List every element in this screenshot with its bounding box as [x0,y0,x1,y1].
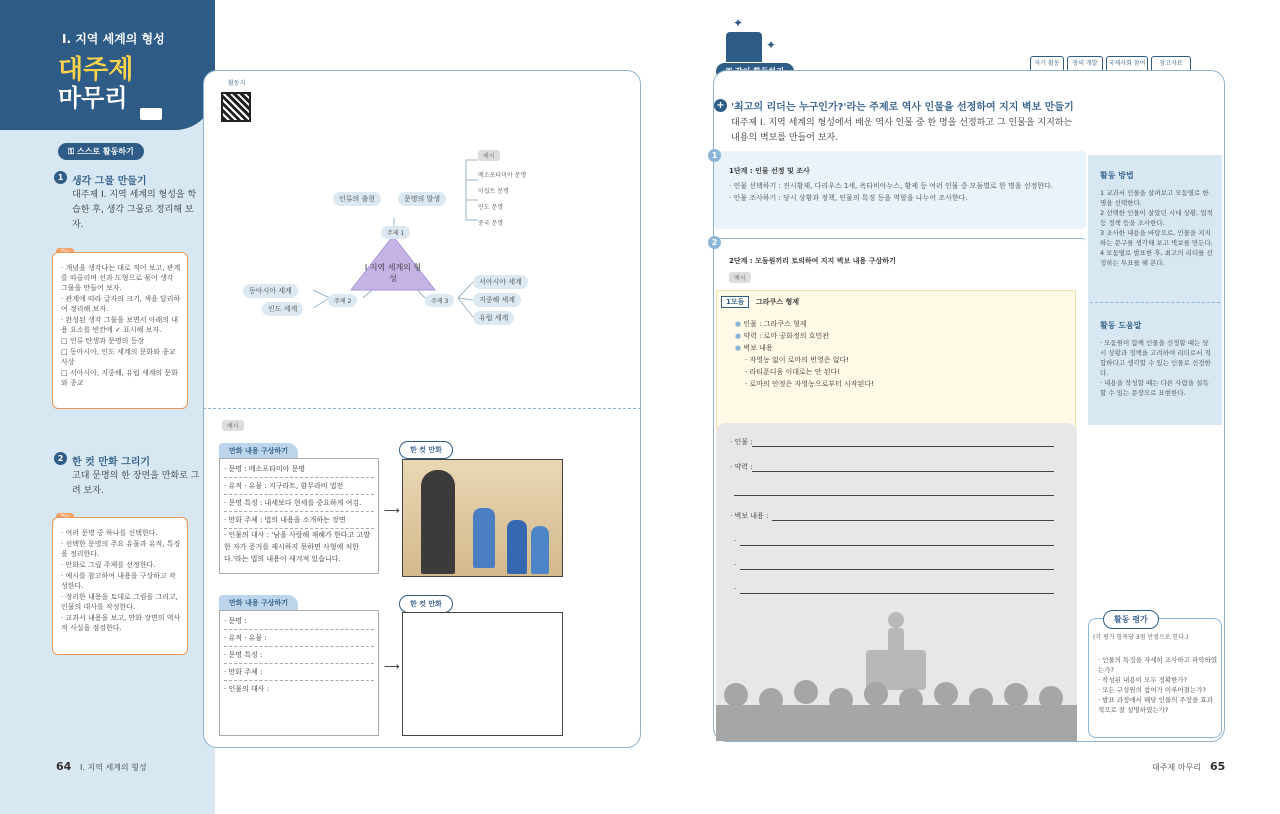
eval-item: · 작성된 내용이 모두 정확한가? [1098,676,1188,684]
sparkle-icon: ✦ [766,38,777,52]
tip-item: · 교과서 내용을 보고, 만화 장면의 역사적 사실을 점검한다. [61,614,181,632]
checkbox-item[interactable]: □ 동아시아, 인도 세계의 문화와 종교 사상 [61,348,176,366]
step1-line: · 인물 선택하기 : 진시황제, 다리우스 1세, 옥타비아누스, 황제 등 여러 인물 중 모둠별로 한 명을 선정한다. [729,182,1054,190]
plan-tab: 만화 내용 구상하기 [219,443,298,459]
example-quote: · 자영농 없이 로마의 번영은 없다! [745,356,850,364]
comic-example-image [402,459,563,577]
plan-row: · 문명 : 메소포타미아 문명 [224,461,374,478]
plan-row: · 만화 주제 : 법의 내용을 소개하는 장면 [224,512,374,529]
tip-box-1 [52,252,188,409]
tip-item: · 개념을 생각나는 대로 적어 보고, 관계를 따올리며 선과 도형으로 묶어 생각 그물을 만들어 보자. [61,264,181,292]
mindmap-sub3: 주제 3 [425,294,454,307]
step1-line: · 인물 조사하기 : 당시 상황과 정책, 인물의 특징 등을 역할을 나누어 조사한다. [729,194,968,202]
method-title: 활동 방법 [1100,171,1134,180]
content-line-3[interactable] [740,593,1054,594]
page-number-right: 65 [1210,760,1226,773]
plan-row[interactable]: · 만화 주제 : [224,664,374,681]
footer-title: 대주제 마무리 [1152,763,1201,772]
tip-item: · 관계에 따라 글자의 크기, 색을 달리하여 정리해 보자. [61,295,181,313]
leaf-text: 인도 문명 [478,204,504,211]
activity-intro: 대주제 Ⅰ. 지역 세계의 형성에서 배운 역사 인물 중 한 명을 선정하고 그 인물을 지지하는 내용의 벽보를 만들어 보자. [731,118,1073,143]
step1-lines [729,180,1074,204]
tip-item: · 선택한 문명의 주요 유물과 유적, 특징을 정리한다. [61,540,181,558]
arrow-icon: ⟶ [384,660,400,673]
tab-global[interactable]: 국제사회 참여 [1106,56,1148,70]
tip-item: · 여러 문명 중 하나를 선택한다. [61,529,158,537]
page-title: 대주제 [58,55,134,85]
form-person-label: · 인물 : [730,438,753,446]
checkbox-item[interactable]: □ 인류 탄생과 문명의 등장 [61,337,145,345]
mindmap-node-human: 인류의 출현 [333,192,381,206]
qr-label: 활동지 [228,80,246,87]
key-icon: ⚿ [68,147,77,156]
comic-label: 한 컷 만화 [399,595,453,613]
plan-tab: 만화 내용 구상하기 [219,595,298,611]
chapter-tab: Ⅰ. 지역 세계의 형성 [40,18,210,56]
treasure-chest-icon [726,32,762,62]
person-icon [473,508,495,568]
example-quote: · 로마의 안정은 자영농으로부터 시작된다! [745,380,874,388]
method-item: 3 조사한 내용을 바탕으로, 인물을 지지하는 문구를 생각해 보고 벽보를 만든다. [1100,229,1213,247]
sparkle-icon: ✦ [733,16,744,30]
person-icon [531,526,549,574]
stele-icon [421,470,455,574]
plan-row[interactable]: · 문명 : [224,613,374,630]
self-activity-pill: ⚿ 스스로 활동하기 [58,143,144,160]
bullet: · [734,537,737,545]
plan-row[interactable]: · 문명 특징 : [224,647,374,664]
eval-item: · 인물의 특징을 자세히 조사하고 파악하였는가? [1098,656,1218,674]
help-item: · 내용을 작성할 때는 다른 사람을 설득할 수 있는 문장으로 표현한다. [1100,379,1209,397]
step1-title: 1단계 : 인물 선정 및 조사 [729,167,810,175]
help-item: · 모둠원이 함께 인물을 선정할 때는 당시 상황과 정책을 고려하여 리더로서 적합하다고 생각할 수 있는 인물로 선정한다. [1100,339,1211,377]
tip-item: · 만화로 그릴 주제를 선정한다. [61,561,156,569]
divider [203,408,641,409]
section1-number: 1 [54,171,67,184]
ship-icon [140,108,162,120]
tip-item: · 정리한 내용을 토대로 그림을 그리고, 인물의 대사를 작성한다. [61,593,179,611]
step2-title: 2단계 : 모둠원끼리 토의하여 지지 벽보 내용 구상하기 [729,257,896,265]
comic-label: 한 컷 만화 [399,441,453,459]
plus-icon: + [714,99,727,112]
example-tag: 예시 [729,272,751,283]
form-history-label: · 약력 : [730,463,753,471]
mindmap-node-med: 지중해 세계 [473,293,521,307]
example-tag: 예시 [222,420,244,431]
step1-number: 1 [708,149,721,162]
mindmap-sub2: 주제 2 [328,294,357,307]
example-item: ● 인물 : 그라쿠스 형제 [735,320,807,328]
section2-number: 2 [54,452,67,465]
plan-row[interactable]: · 인물의 대사 : [224,685,270,693]
eval-item: · 모든 구성원의 참여가 이루어졌는가? [1098,686,1206,694]
example-item: ● 벽보 내용 [735,344,773,352]
example-plan-box [219,458,379,574]
page-number-left: 64 [56,760,72,773]
method-item: 1 교과서 인물을 살펴보고 모둠별로 한 명을 선택한다. [1100,189,1209,207]
plan-row: · 인물의 대사 : '남을 사랑해 재혜가 한다고 고발한 자가 증거를 제시하지 못하면 사형에 처한다.'라는 법의 내용이 새겨져 있습니다. [224,531,371,563]
footer-chapter: Ⅰ. 지역 세계의 형성 [80,763,147,772]
example-quote: · 라티푼디움 이대로는 안 된다! [745,368,841,376]
plan-row: · 유적 · 유물 : 지구라트, 함무라비 법전 [224,478,374,495]
bullet: · [734,585,737,593]
checkbox-item[interactable]: □ 서아시아, 지중해, 유럽 세계의 문화와 종교 [61,369,178,387]
comic-draw-area[interactable] [402,612,563,736]
mindmap-root: Ⅰ 지역 세계의 형성 [364,263,422,283]
mindmap-node-east: 동아시아 세계 [243,284,298,298]
group-title: 그라쿠스 형제 [756,298,800,306]
mindmap-node-eu: 유럽 세계 [473,311,514,325]
tab-self[interactable]: 자기 활동 [1030,56,1064,70]
method-item: 2 선택한 인물이 살았던 시대 상황, 업적 등 정책 등을 조사한다. [1100,209,1213,227]
mindmap-sub1: 주제 1 [381,226,410,239]
activity-heading: '최고의 리더는 누구인가?'라는 주제로 역사 인물을 선정하여 지지 벽보 만들기 [731,102,1074,113]
divider [1090,302,1220,303]
method-item: 4 모둠별로 발표한 후, 최고의 리더를 선정하는 투표를 해 본다. [1100,249,1213,267]
plan-row: · 문명 특징 : 내세보다 현세를 중요하게 여김. [224,495,374,512]
section2-title: 한 컷 만화 그리기 [72,457,151,468]
history-input[interactable] [752,471,1054,472]
group-tag: 1모둠 [721,296,749,308]
bullet: · [734,561,737,569]
content-line-2[interactable] [740,569,1054,570]
plan-row[interactable]: · 유적 · 유물 : [224,630,374,647]
civ-leaves [478,168,526,232]
tab-reference[interactable]: 참고자료 [1151,56,1191,70]
tip-item: · 예시를 참고하여 내용을 구상하고 작성한다. [61,572,176,590]
leaf-text: 중국 문명 [478,220,504,227]
eval-item: · 발표 과정에서 해당 인물의 주장을 효과적으로 잘 설명하였는가? [1098,696,1213,714]
section1-body: 대주제 Ⅰ. 지역 세계의 형성을 학습한 후, 생각 그물로 정리해 보자. [72,190,197,230]
form-content-label: · 벽보 내용 : [730,512,769,520]
content-input[interactable] [772,520,1054,521]
mindmap-lines [203,140,641,360]
section2-body: 고대 문명의 한 장면을 만화로 그려 보자. [72,471,200,496]
leaf-text: 메소포타미아 문명 [478,172,527,179]
person-icon [507,520,527,574]
method-list [1100,188,1214,268]
qr-code-icon[interactable] [221,92,251,122]
step2-number: 2 [708,236,721,249]
mindmap-node-west: 서아시아 세계 [473,275,528,289]
mindmap-node-india: 인도 세계 [262,302,303,316]
content-line-1[interactable] [740,545,1054,546]
example-item: ● 약력 : 로마 공화정의 호민관 [735,332,829,340]
eval-note: (각 평가 항목당 3점 만점으로 한다.) [1093,634,1189,641]
example-items [735,318,874,390]
arrow-icon: ⟶ [384,504,400,517]
mindmap-node-civ: 문명의 발생 [398,192,446,206]
eval-list [1098,655,1218,715]
blank-plan-box[interactable] [219,610,379,736]
tab-creative[interactable]: 창의 개발 [1067,56,1103,70]
help-title: 활동 도움말 [1100,321,1142,330]
page-subtitle: 마무리 [58,84,128,112]
leaf-text: 이집트 문명 [478,188,509,195]
tip-item: · 완성된 생각 그물을 보면서 아래의 내용 요소를 빈칸에 ✓ 표시해 보자. [61,316,179,334]
person-input[interactable] [752,446,1054,447]
example-tag: 예시 [478,150,500,161]
section1-title: 생각 그물 만들기 [72,176,147,187]
audience-silhouette [716,600,1077,741]
history-input-2[interactable] [734,495,1054,496]
help-list [1100,338,1214,398]
tip-box-2 [52,517,188,655]
eval-title: 활동 평가 [1103,610,1159,629]
